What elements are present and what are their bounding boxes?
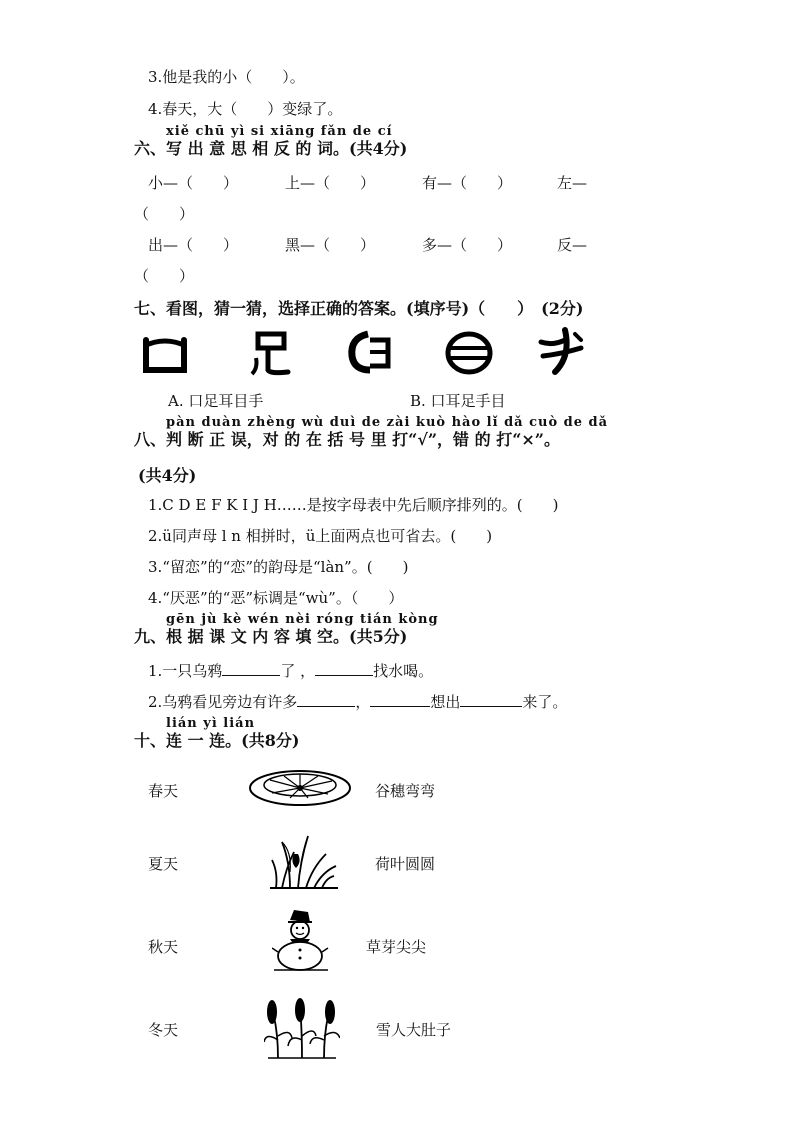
grain-ears-icon bbox=[264, 996, 340, 1060]
lotus-leaf-icon bbox=[248, 768, 352, 808]
s9-q2-part-c: 想出 bbox=[430, 693, 461, 711]
s7-option-b: B. 口耳足手目 bbox=[410, 392, 506, 410]
ancient-er-icon bbox=[344, 330, 394, 376]
s8-pinyin: pàn duàn zhèng wù duì de zài kuò hào lǐ dǎ cuò de dǎ bbox=[166, 415, 609, 430]
s8-question-4: 4.“厌恶”的“恶”标调是“wù”。（ ） bbox=[148, 589, 404, 607]
season-spring: 春天 bbox=[148, 782, 179, 800]
season-autumn: 秋天 bbox=[148, 938, 179, 956]
s8-question-3: 3.“留恋”的“恋”的韵母是“làn”。( ) bbox=[148, 558, 409, 576]
fill-blank-2[interactable] bbox=[315, 661, 373, 676]
phrase-grass: 草芽尖尖 bbox=[366, 938, 427, 956]
ancient-zu-icon bbox=[248, 328, 294, 378]
fill-blank-1[interactable] bbox=[222, 661, 280, 676]
s9-heading: 九、根 据 课 文 内 容 填 空。(共5分) bbox=[134, 627, 408, 646]
antonym-item-6: 黑—（ ） bbox=[285, 236, 376, 254]
s9-q2-part-b: ， bbox=[355, 693, 371, 711]
ancient-kou-icon bbox=[140, 332, 190, 376]
antonym-item-4: 左— bbox=[557, 174, 588, 192]
s9-q2-part-d: 来了。 bbox=[522, 693, 568, 711]
fill-blank-5[interactable] bbox=[460, 692, 522, 707]
s8-question-2: 2.ü同声母 l n 相拼时，ü上面两点也可省去。( ) bbox=[148, 527, 493, 545]
antonym-item-5: 出—（ ） bbox=[148, 236, 239, 254]
s5-question-4: 4.春天，大（ ）变绿了。 bbox=[148, 100, 343, 118]
fill-blank-4[interactable] bbox=[370, 692, 430, 707]
s10-heading: 十、连 一 连。(共8分) bbox=[134, 731, 300, 750]
ancient-mu-icon bbox=[444, 330, 494, 376]
s9-q1-part-b: 了 ， bbox=[280, 662, 316, 680]
s5-question-3: 3.他是我的小（ ）。 bbox=[148, 68, 305, 86]
s9-q1-part-c: 找水喝。 bbox=[373, 662, 434, 680]
season-summer: 夏天 bbox=[148, 855, 179, 873]
grass-sprout-icon bbox=[268, 832, 340, 890]
phrase-lotus: 荷叶圆圆 bbox=[375, 855, 436, 873]
s6-heading: 六、写 出 意 思 相 反 的 词。(共4分) bbox=[134, 139, 408, 158]
s10-pinyin: lián yì lián bbox=[166, 716, 256, 731]
antonym-item-7: 多—（ ） bbox=[422, 236, 513, 254]
s9-q1-part-a: 1.一只乌鸦 bbox=[148, 662, 223, 680]
s6-pinyin: xiě chū yì si xiāng fǎn de cí bbox=[166, 124, 393, 139]
antonym-item-8: 反— bbox=[557, 236, 588, 254]
s8-points: (共4分) bbox=[138, 466, 197, 485]
s9-pinyin: gēn jù kè wén nèi róng tián kòng bbox=[166, 612, 439, 627]
s9-q2-part-a: 2.乌鸦看见旁边有许多 bbox=[148, 693, 298, 711]
s7-option-a: A. 口足耳目手 bbox=[168, 392, 264, 410]
fill-blank-3[interactable] bbox=[297, 692, 355, 707]
s9-question-2 bbox=[148, 691, 567, 712]
s9-question-1 bbox=[148, 660, 433, 681]
s8-question-1: 1.C D E F K I J H……是按字母表中先后顺序排列的。( ) bbox=[148, 496, 559, 514]
ancient-shou-icon bbox=[535, 326, 587, 376]
s8-heading: 八、判 断 正 误，对 的 在 括 号 里 打“√”，错 的 打“×”。 bbox=[134, 430, 561, 449]
season-winter: 冬天 bbox=[148, 1021, 179, 1039]
snowman-icon bbox=[272, 908, 330, 972]
phrase-snowman: 雪人大肚子 bbox=[376, 1021, 452, 1039]
antonym-item-4-blank: （ ） bbox=[134, 205, 195, 223]
antonym-item-3: 有—（ ） bbox=[422, 174, 513, 192]
phrase-grain: 谷穗弯弯 bbox=[375, 782, 436, 800]
antonym-item-1: 小—（ ） bbox=[148, 174, 239, 192]
antonym-item-8-blank: （ ） bbox=[134, 267, 195, 285]
s7-heading: 七、看图，猜一猜，选择正确的答案。(填序号)（ ） (2分) bbox=[134, 299, 584, 318]
antonym-item-2: 上—（ ） bbox=[285, 174, 376, 192]
